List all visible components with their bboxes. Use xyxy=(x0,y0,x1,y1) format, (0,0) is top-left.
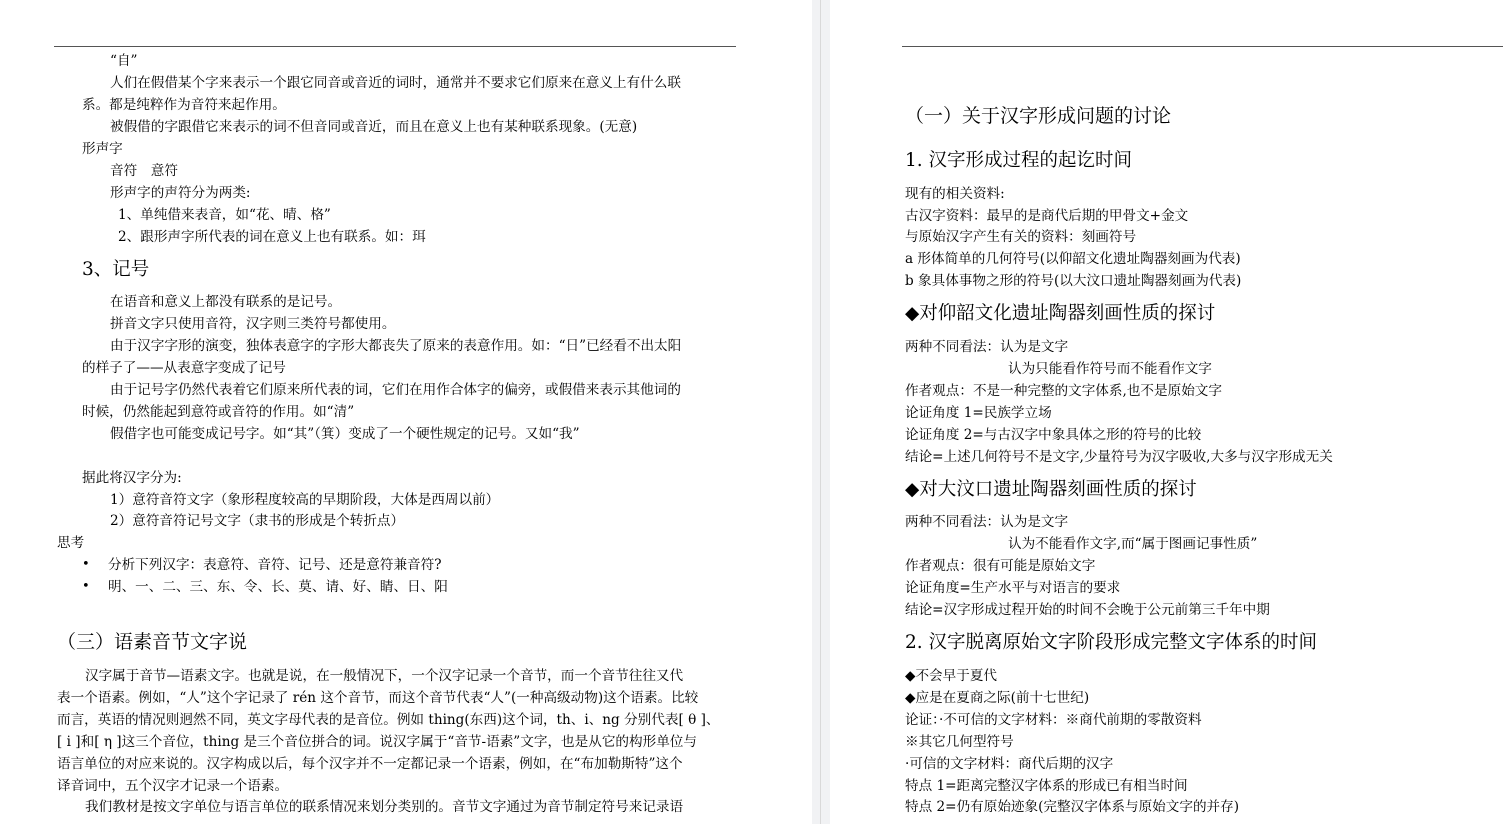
text-line: 拼音文字只使用音符，汉字则三类符号都使用。 xyxy=(110,316,396,332)
text-line: 作者观点：很有可能是原始文字 xyxy=(905,558,1096,574)
text-line: 据此将汉字分为: xyxy=(82,470,182,486)
text-line: 由于汉字字形的演变，独体表意字的字形大都丧失了原来的表意作用。如：“日”已经看不出太阳 xyxy=(110,338,682,354)
text-line: 与原始汉字产生有关的资料：刻画符号 xyxy=(905,229,1137,245)
page-gutter xyxy=(812,0,830,824)
text-line: 被假借的字跟借它来表示的词不但音同或音近，而且在意义上也有某种联系现象。(无意) xyxy=(110,119,638,135)
text-line: 结论=汉字形成过程开始的时间不会晚于公元前第三千年中期 xyxy=(905,602,1270,618)
text-line: 思考 xyxy=(57,535,85,551)
text-line: 两种不同看法：认为是文字 xyxy=(905,339,1069,355)
bullet-icon: • xyxy=(82,579,90,594)
text-line: 音符 意符 xyxy=(110,163,178,179)
subsection-heading: 1. 汉字形成过程的起讫时间 xyxy=(905,150,1133,171)
text-line: 由于记号字仍然代表着它们原来所代表的词，它们在用作合体字的偏旁，或假借来表示其他词的 xyxy=(110,382,681,398)
text-line: 论证角度 1=民族学立场 xyxy=(905,405,1052,421)
text-line: 2）意符音符记号文字（隶书的形成是个转折点） xyxy=(110,513,405,529)
text-line: 假借字也可能变成记号字。如“其”（箕）变成了一个硬性规定的记号。又如“我” xyxy=(110,426,580,442)
text-line: 而言，英语的情况则迥然不同，英文字母代表的是音位。例如 thing(东西)这个词，th、i、ng 分别代表[ θ ]、 xyxy=(57,712,720,728)
text-line: 论证角度=生产水平与对语言的要求 xyxy=(905,580,1121,596)
text-line: 古汉字资料：最早的是商代后期的甲骨文+金文 xyxy=(905,208,1189,224)
text-line: 特点 2=仍有原始迹象(完整汉字体系与原始文字的并存) xyxy=(905,799,1240,815)
text-line: 人们在假借某个字来表示一个跟它同音或音近的词时，通常并不要求它们原来在意义上有什么联 xyxy=(110,75,681,91)
text-line: 特点 1=距离完整汉字体系的形成已有相当时间 xyxy=(905,778,1188,794)
text-line: 系。都是纯粹作为音符来起作用。 xyxy=(82,97,286,113)
text-line: [ i ]和[ η ]这三个音位，thing 是三个音位拼合的词。说汉字属于“音节-语素”文字，也是从它的构形单位与 xyxy=(57,734,697,750)
text-line: 结论=上述几何符号不是文字,少量符号为汉字吸收,大多与汉字形成无关 xyxy=(905,449,1333,465)
text-line: b 象具体事物之形的符号(以大汶口遗址陶器刻画为代表) xyxy=(905,273,1242,289)
text-line: 形声字的声符分为两类: xyxy=(110,185,251,201)
text-line: 我们教材是按文字单位与语言单位的联系情况来划分类别的。音节文字通过为音节制定符号来记录语 xyxy=(85,799,684,815)
text-line: 两种不同看法：认为是文字 xyxy=(905,514,1069,530)
text-line: 时候，仍然能起到意符或音符的作用。如“清” xyxy=(82,404,355,420)
text-line: 1、单纯借来表音，如“花、晴、格” xyxy=(118,207,331,223)
text-line: 语言单位的对应来说的。汉字构成以后，每个汉字并不一定都记录一个语素，例如，在“布加勒斯特”这个 xyxy=(57,756,683,772)
text-line: “自” xyxy=(110,53,138,69)
bullet-icon: • xyxy=(82,557,90,572)
text-line: a 形体简单的几何符号(以仰韶文化遗址陶器刻画为代表) xyxy=(905,251,1241,267)
text-line: 译音词中，五个汉字才记录一个语素。 xyxy=(57,778,289,794)
text-line: 论证：·不可信的文字材料：※商代前期的零散资料 xyxy=(905,712,1202,728)
section-heading: （三）语素音节文字说 xyxy=(57,631,248,653)
text-line: 表一个语素。例如，“人”这个字记录了 rén 这个音节，而这个音节代表“人”(一种高级动物)这个语素。比较 xyxy=(57,690,699,706)
section-heading: 3、记号 xyxy=(82,259,150,280)
page-header-rule xyxy=(54,46,736,47)
list-item: 分析下列汉字：表意符、音符、记号、还是意符兼音符? xyxy=(108,557,442,573)
text-line: ◆不会早于夏代 xyxy=(905,668,998,684)
text-line: 论证角度 2=与古汉字中象具体之形的符号的比较 xyxy=(905,427,1202,443)
text-line: 认为只能看作符号而不能看作文字 xyxy=(1008,361,1212,377)
list-item: 明、一、二、三、东、令、长、莫、请、好、睛、日、阳 xyxy=(108,579,448,595)
text-line: ◆应是在夏商之际(前十七世纪) xyxy=(905,690,1090,706)
text-line: 形声字 xyxy=(82,141,123,157)
document-page-right xyxy=(830,0,1503,824)
text-line: 2、跟形声字所代表的词在意义上也有联系。如：珥 xyxy=(118,229,426,245)
text-line: 1）意符音符文字（象形程度较高的早期阶段，大体是西周以前） xyxy=(110,492,500,508)
subsection-heading: 2. 汉字脱离原始文字阶段形成完整文字体系的时间 xyxy=(905,632,1318,653)
text-line: 作者观点：不是一种完整的文字体系,也不是原始文字 xyxy=(905,383,1222,399)
subsection-heading: ◆对仰韶文化遗址陶器刻画性质的探讨 xyxy=(905,303,1216,324)
page-divider xyxy=(820,0,821,824)
text-line: 认为不能看作文字,而“属于图画记事性质” xyxy=(1008,536,1258,552)
subsection-heading: ◆对大汶口遗址陶器刻画性质的探讨 xyxy=(905,479,1197,500)
text-line: ※其它几何型符号 xyxy=(905,734,1014,750)
page-header-rule xyxy=(902,46,1503,47)
section-heading: （一）关于汉字形成问题的讨论 xyxy=(905,105,1172,127)
text-line: 现有的相关资料: xyxy=(905,186,1005,202)
text-line: ·可信的文字材料：商代后期的汉字 xyxy=(905,756,1114,772)
text-line: 的样子了——从表意字变成了记号 xyxy=(82,360,286,376)
text-line: 汉字属于音节—语素文字。也就是说，在一般情况下，一个汉字记录一个音节，而一个音节往往又代 xyxy=(85,668,684,684)
text-line: 在语音和意义上都没有联系的是记号。 xyxy=(110,294,342,310)
